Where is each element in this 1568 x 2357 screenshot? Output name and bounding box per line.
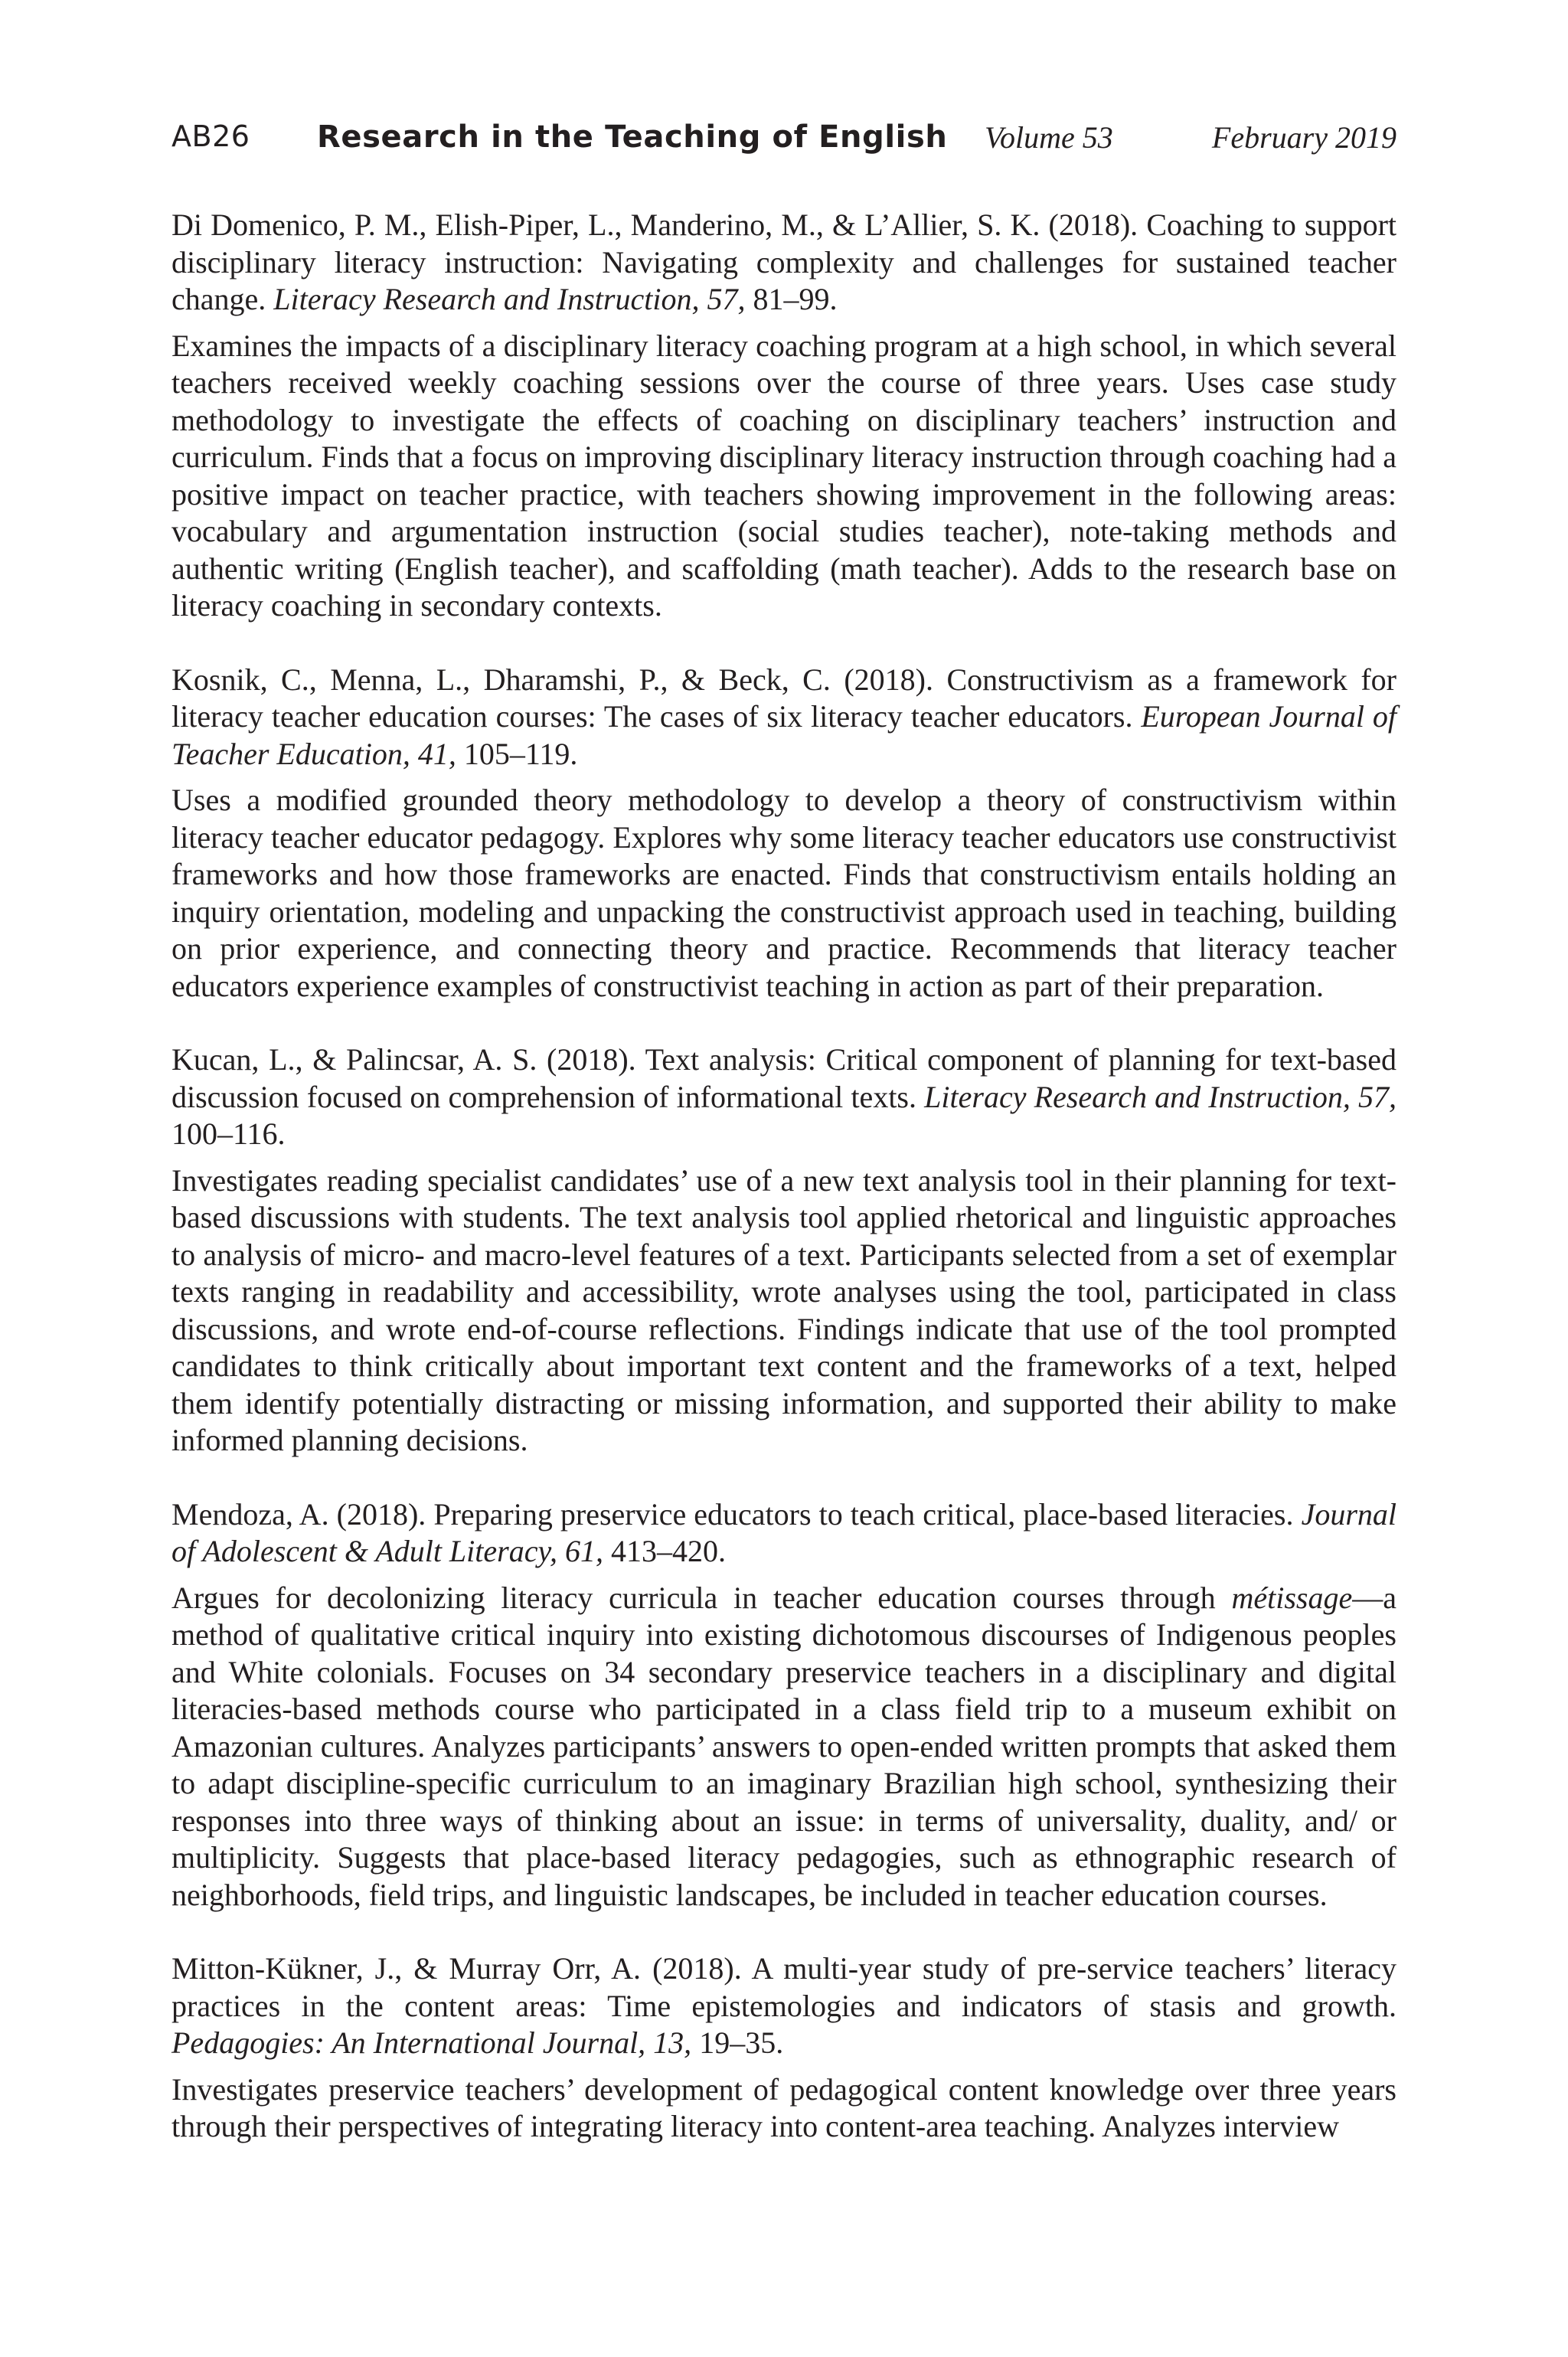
citation — [172, 1041, 1396, 1153]
citation-journal: Literacy Research and Instruction, 57, — [273, 282, 746, 316]
citation-pages: 81–99. — [753, 282, 838, 316]
citation-pages: 19–35. — [699, 2025, 784, 2060]
citation-text: Mendoza, A. (2018). Preparing preservice educators to teach critical, place-based literacies. — [172, 1496, 1294, 1532]
annotation-term: métissage — [1231, 1580, 1353, 1615]
citation-pages: 413–420. — [611, 1534, 727, 1568]
citation-text: Mitton-Kükner, J., & Murray Orr, A. (2018). A multi-year study of pre-service teachers’ literacy practices in the content areas: Time epistemologies and indicators of stasis and growth. — [172, 1951, 1396, 2023]
citation-journal: Literacy Research and Instruction, 57, — [924, 1079, 1397, 1114]
citation-journal: Journal of Adolescent & Adult Literacy, 61, — [172, 1496, 1396, 1568]
citation-pages: 105–119. — [463, 736, 578, 771]
volume-label: Volume 53 — [985, 120, 1113, 155]
page-number: AB26 — [172, 119, 250, 153]
issue-date: February 2019 — [1211, 120, 1396, 155]
citation — [172, 1496, 1396, 1571]
running-header — [172, 119, 1396, 165]
annotation-text: Argues for decolonizing literacy curricula in teacher education courses through — [172, 1580, 1232, 1615]
citation-pages: 100–116. — [172, 1116, 286, 1151]
citation-text: Di Domenico, P. M., Elish-Piper, L., Manderino, M., & L’Allier, S. K. (2018). Coaching to support disciplinary literacy instruction: Navigating complexity and challenges for sustained teacher change. — [172, 208, 1396, 316]
bibliography-entry — [172, 1496, 1396, 1914]
bibliography-entry — [172, 1041, 1396, 1460]
journal-title: Research in the Teaching of English — [317, 119, 948, 155]
citation-journal: European Journal of Teacher Education, 41, — [172, 699, 1396, 771]
annotation: Investigates reading specialist candidates’ use of a new text analysis tool in their planning for text-based discussions with students. The text analysis tool applied rhetorical and linguistic approaches to analysis of micro- and macro-level features of a text. Participants selected from a set of exemplar texts ranging in readability and accessibility, wrote analyses using the tool, participated in class discussions, and wrote end-of-course reflections. Findings indicate that use of the tool prompted candidates to think critically about important text content and the frameworks of a text, helped them identify potentially distracting or missing information, and supported their ability to make informed planning decisions. — [172, 1162, 1396, 1457]
annotation — [172, 1580, 1396, 1914]
bibliography-entry — [172, 207, 1396, 625]
annotation-text: —a method of qualitative critical inquiry into existing dichotomous discourses of Indigenous peoples and White colonials. Focuses on 34 secondary preservice teachers in a disciplinary and digital literacies-based methods course who participated in a class field trip to a museum exhibit on Amazonian cultures. Analyzes participants’ answers to open-ended written prompts that asked them to adapt discipline-specific curriculum to an imaginary Brazilian high school, synthesizing their responses into three ways of thinking about an issue: in terms of universality, duality, and/ or multiplicity. Suggests that place-based literacy pedagogies, such as ethnographic research of neighborhoods, field trips, and linguistic landscapes, be included in teacher education courses. — [172, 1580, 1396, 1912]
citation — [172, 1950, 1396, 2062]
annotation: Examines the impacts of a disciplinary literacy coaching program at a high school, in which several teachers received weekly coaching sessions over the course of three years. Uses case study methodology to investigate the effects of coaching on disciplinary teachers’ instruction and curriculum. Finds that a focus on improving disciplinary literacy instruction through coaching had a positive impact on teacher practice, with teachers showing improvement in the following areas: vocabulary and argumentation instruction (social studies teacher), note-taking methods and authentic writing (English teacher), and scaffolding (math teacher). Adds to the research base on literacy coaching in secondary contexts. — [172, 328, 1396, 623]
citation — [172, 207, 1396, 319]
bibliography-list — [172, 207, 1396, 2146]
citation-text: Kucan, L., & Palincsar, A. S. (2018). Text analysis: Critical component of planning for text-based discussion focused on comprehension of informational texts. — [172, 1042, 1396, 1114]
annotation: Uses a modified grounded theory methodology to develop a theory of constructivism within literacy teacher educator pedagogy. Explores why some literacy teacher educators use constructivist frameworks and how those frameworks are enacted. Finds that constructivism entails holding an inquiry orientation, modeling and unpacking the constructivist approach used in teaching, building on prior experience, and connecting theory and practice. Recommends that literacy teacher educators experience examples of constructivist teaching in action as part of their preparation. — [172, 783, 1396, 1003]
bibliography-entry — [172, 662, 1396, 1005]
annotation: Investigates preservice teachers’ development of pedagogical content knowledge over three years through their perspectives of integrating literacy into content-area teaching. Analyzes interview — [172, 2071, 1396, 2143]
citation — [172, 662, 1396, 773]
bibliography-entry — [172, 1950, 1396, 2146]
citation-journal: Pedagogies: An International Journal, 13, — [172, 2025, 692, 2060]
citation-text: Kosnik, C., Menna, L., Dharamshi, P., & Beck, C. (2018). Constructivism as a framework for literacy teacher education courses: The cases of six literacy teacher educators. — [172, 662, 1396, 734]
